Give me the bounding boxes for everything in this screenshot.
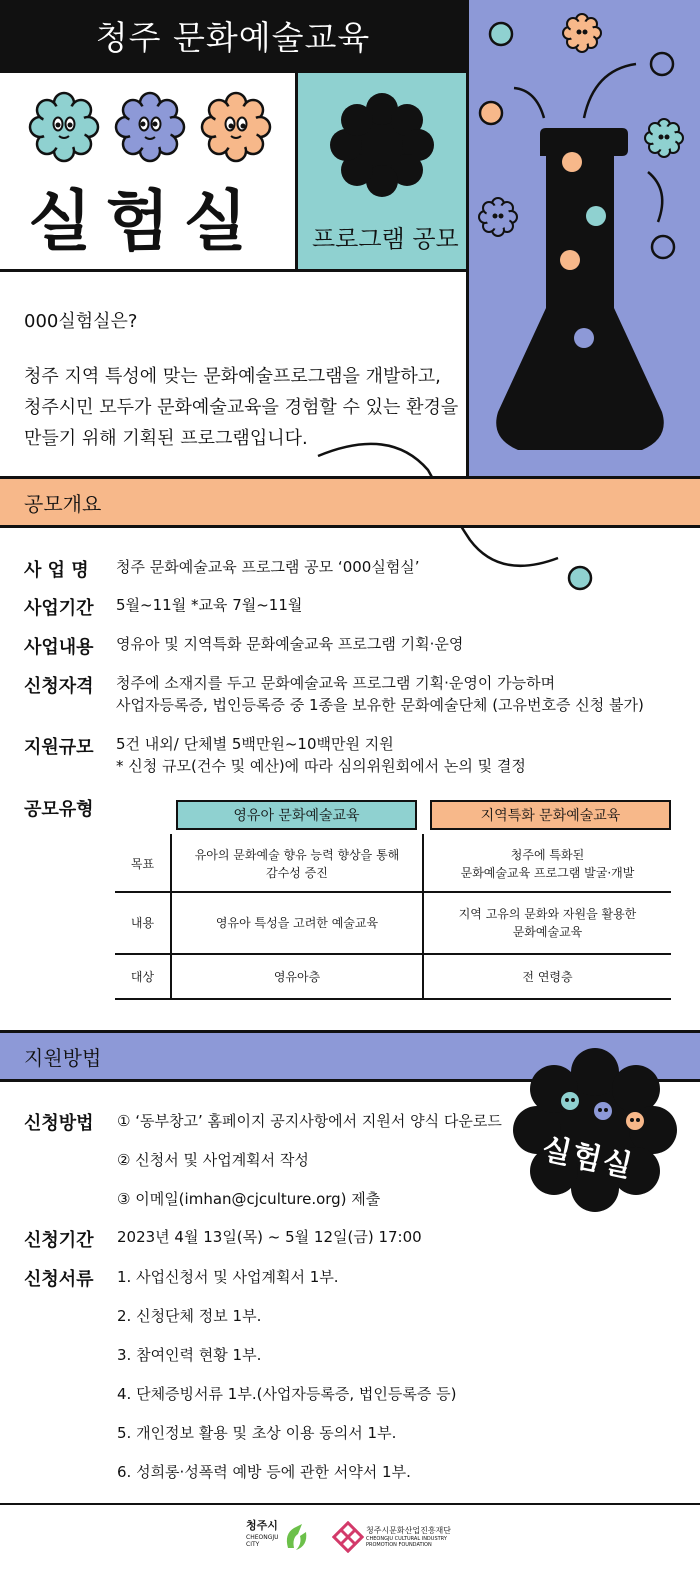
top-title: 청주 문화예술교육 bbox=[95, 17, 371, 57]
row-key: 공모유형 bbox=[24, 799, 94, 820]
lab-badge bbox=[510, 1045, 680, 1215]
row-key: 신청서류 bbox=[24, 1269, 94, 1290]
row-key: 신청기간 bbox=[24, 1230, 94, 1251]
section-header-summary bbox=[0, 476, 700, 528]
row-key: 지원규모 bbox=[24, 737, 94, 758]
main-title: 실험실 bbox=[28, 183, 262, 260]
doc-item: 4. 단체증빙서류 1부.(사업자등록증, 법인등록증 등) bbox=[117, 1385, 457, 1403]
doc-item: 3. 참여인력 현황 1부. bbox=[117, 1346, 262, 1364]
row-key: 신청방법 bbox=[24, 1113, 94, 1134]
summary-row bbox=[24, 795, 116, 821]
row-value: 청주에 소재지를 두고 문화예술교육 프로그램 기획·운영이 가능하며 bbox=[116, 674, 556, 692]
cheongju-city-logo bbox=[246, 1520, 316, 1556]
table-cell: 지역 고유의 문화와 자원을 활용한 문화예술교육 bbox=[458, 907, 637, 939]
intro-line: 청주 지역 특성에 맞는 문화예술프로그램을 개발하고, bbox=[24, 366, 441, 387]
foundation-name-en: CHEONGJU CULTURAL INDUSTRY bbox=[366, 1536, 447, 1542]
foundation-name-en: PROMOTION FOUNDATION bbox=[366, 1542, 432, 1548]
method-row bbox=[24, 1109, 116, 1135]
doc-item: 2. 신청단체 정보 1부. bbox=[117, 1307, 262, 1325]
foundation-logo-mark-icon bbox=[332, 1521, 364, 1553]
section-title: 공모개요 bbox=[24, 491, 102, 516]
row-value: * 신청 규모(건수 및 예산)에 따라 심의위원회에서 논의 및 결정 bbox=[116, 757, 526, 775]
footer-divider bbox=[0, 1503, 700, 1505]
intro-line: 만들기 위해 기획된 프로그램입니다. bbox=[24, 428, 308, 449]
small-periwinkle-germ-icon bbox=[479, 198, 517, 236]
bubble-icon bbox=[562, 152, 582, 172]
city-name-en: CHEONGJU bbox=[246, 1534, 279, 1541]
city-name-en: CITY bbox=[246, 1541, 260, 1548]
row-key: 신청자격 bbox=[24, 676, 94, 697]
row-value: 5건 내외/ 단체별 5백만원~10백만원 지원 bbox=[116, 735, 394, 753]
intro-line: 청주시민 모두가 문화예술교육을 경험할 수 있는 환경을 bbox=[24, 397, 459, 418]
method-row bbox=[24, 1226, 422, 1252]
table-header-regional: 지역특화 문화예술교육 bbox=[430, 800, 671, 830]
program-label: 프로그램 공모 bbox=[312, 225, 459, 253]
city-name: 청주시 bbox=[246, 1519, 278, 1532]
bubble-icon bbox=[574, 328, 594, 348]
row-key: 사업내용 bbox=[24, 637, 94, 658]
method-row bbox=[24, 1265, 116, 1291]
row-value: 청주 문화예술교육 프로그램 공모 ‘000실험실’ bbox=[116, 558, 420, 576]
table-cell: 청주에 특화된 문화예술교육 프로그램 발굴·개발 bbox=[460, 847, 635, 880]
black-blob-icon bbox=[298, 83, 466, 203]
small-mint-germ-icon bbox=[645, 119, 683, 157]
apply-step: ① ‘동부창고’ 홈페이지 공지사항에서 지원서 양식 다운로드 bbox=[117, 1112, 502, 1130]
doc-item: 6. 성희롱·성폭력 예방 등에 관한 서약서 1부. bbox=[117, 1463, 411, 1481]
row-value: 5월~11월 *교육 7월~11월 bbox=[116, 596, 303, 614]
foundation-name: 청주시문화산업진흥재단 bbox=[366, 1526, 452, 1535]
germ-characters-illustration bbox=[0, 81, 298, 181]
badge-text: 실험실 bbox=[538, 1131, 637, 1186]
summary-row bbox=[24, 672, 644, 716]
flask-panel bbox=[466, 0, 700, 476]
ring-icon bbox=[652, 236, 674, 258]
doc-item: 5. 개인정보 활용 및 초상 이용 동의서 1부. bbox=[117, 1424, 397, 1442]
peach-germ-icon bbox=[202, 93, 270, 161]
row-value: 2023년 4월 13일(목) ~ 5월 12일(금) 17:00 bbox=[117, 1228, 422, 1246]
row-key: 사 업 명 bbox=[24, 560, 89, 581]
table-row-label: 목표 bbox=[130, 856, 155, 871]
section-title: 지원방법 bbox=[24, 1045, 102, 1070]
table-cell: 영유아층 bbox=[273, 969, 321, 984]
mint-germ-icon bbox=[30, 93, 98, 161]
table-row-label: 대상 bbox=[130, 969, 155, 984]
city-logo-mark-icon bbox=[282, 1522, 310, 1552]
peach-dot-icon bbox=[480, 102, 502, 124]
foundation-logo bbox=[332, 1521, 462, 1555]
table-header-infant: 영유아 문화예술교육 bbox=[176, 800, 417, 830]
hero-divider bbox=[0, 269, 466, 272]
black-blob-icon bbox=[510, 1045, 680, 1215]
table-cell: 영유아 특성을 고려한 예술교육 bbox=[215, 916, 379, 930]
row-value-multi bbox=[116, 733, 526, 777]
bubble-icon bbox=[560, 250, 580, 270]
apply-step: ② 신청서 및 사업계획서 작성 bbox=[117, 1151, 309, 1169]
doc-item: 1. 사업신청서 및 사업계획서 1부. bbox=[117, 1268, 339, 1286]
mint-dot-icon bbox=[569, 567, 591, 589]
top-title-bar bbox=[0, 0, 466, 70]
summary-row bbox=[24, 556, 420, 582]
small-peach-germ-icon bbox=[563, 14, 601, 52]
intro-question: 000실험실은? bbox=[24, 311, 138, 332]
mint-dot-icon bbox=[490, 23, 512, 45]
table-cell: 유아의 문화예술 향유 능력 향상을 통해 감수성 증진 bbox=[194, 847, 400, 880]
bubble-icon bbox=[586, 206, 606, 226]
summary-row bbox=[24, 594, 302, 620]
flask-illustration bbox=[466, 0, 700, 476]
periwinkle-germ-icon bbox=[116, 93, 184, 161]
row-key: 사업기간 bbox=[24, 598, 94, 619]
summary-row bbox=[24, 633, 463, 659]
summary-row bbox=[24, 733, 526, 777]
table-cell: 전 연령층 bbox=[522, 969, 573, 984]
table-divider bbox=[115, 998, 671, 1000]
row-value: 사업자등록증, 법인등록증 중 1종을 보유한 문화예술단체 (고유번호증 신청 불가) bbox=[116, 696, 644, 714]
row-value-multi bbox=[116, 672, 644, 716]
apply-step: ③ 이메일(imhan@cjculture.org) 제출 bbox=[117, 1190, 381, 1208]
ring-icon bbox=[651, 53, 673, 75]
row-value: 영유아 및 지역특화 문화예술교육 프로그램 기획·운영 bbox=[116, 635, 464, 653]
table-row-label: 내용 bbox=[130, 916, 155, 930]
